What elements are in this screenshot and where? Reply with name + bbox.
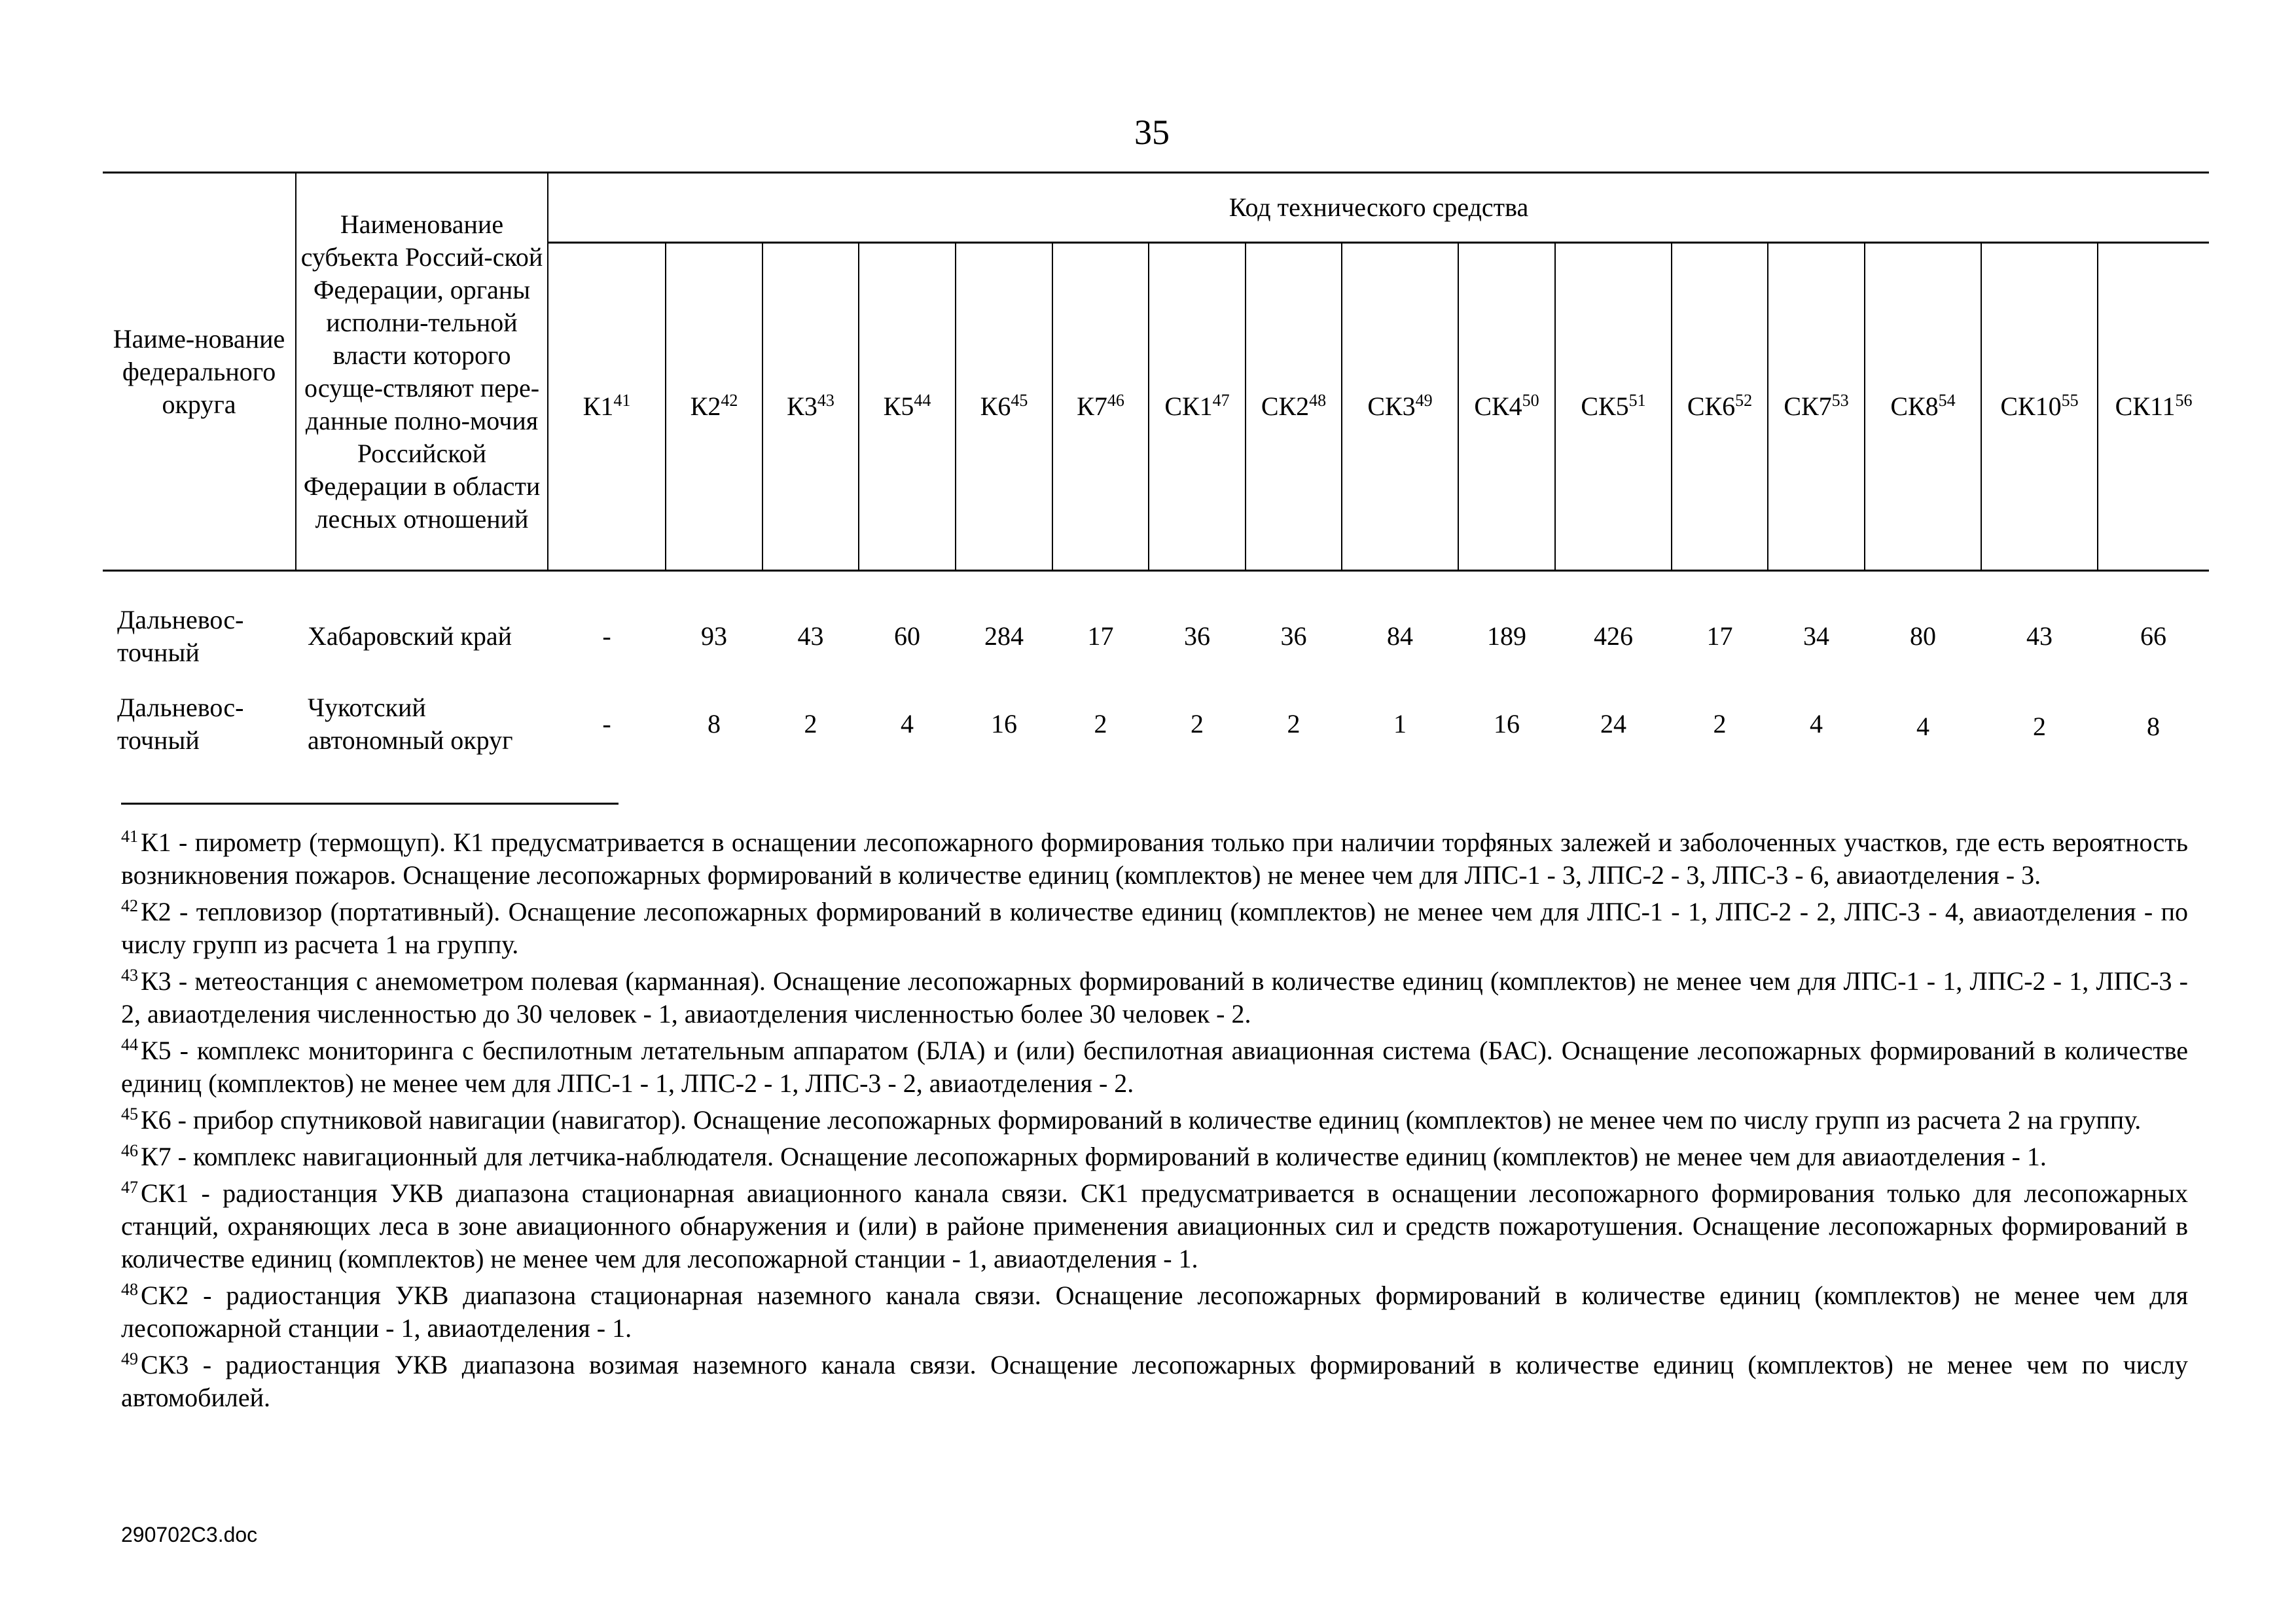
footnote-number: 45	[121, 1104, 138, 1123]
document-filename: 290702С3.doc	[121, 1523, 258, 1546]
equipment-code-group-header: Код технического средства	[548, 173, 2209, 243]
footnote-ref: 54	[1938, 391, 1956, 410]
footnote-ref: 50	[1522, 391, 1539, 410]
equipment-code-table	[103, 172, 2209, 765]
footnote-ref: 55	[2061, 391, 2079, 410]
code-header: $СК6^{52}$	[1672, 243, 1768, 571]
district-cell: Дальневос-точный	[117, 605, 244, 667]
subject-cell: Чукотский автономный округ	[308, 693, 513, 755]
value-cell: 2	[1094, 709, 1107, 739]
footnote: $^{47}$ СК1 - радиостанция УКВ диапазона стационарная авиационного канала связи. СК1 предусматривается в оснащении лесопожарного формирования только для лесопожарных станций, охраняющих леса в зоне авиационного обнаружения и (или) в районе применения авиационных сил и средств пожаротушения. Оснащение лесопожарных формирований в количестве единиц (комплектов) не менее чем для лесопожарной станции - 1, авиаотделения - 1.	[121, 1178, 2188, 1273]
value-cell: 16	[1494, 709, 1520, 739]
footnote-separator	[121, 803, 619, 805]
table-row	[103, 675, 2209, 765]
value-cell: 36	[1280, 621, 1307, 651]
value-cell: 8	[708, 709, 721, 739]
value-cell: 17	[1087, 621, 1114, 651]
code-header: $СК5^{51}$	[1555, 243, 1672, 571]
value-cell: 4	[1810, 709, 1823, 739]
footnote-ref: 42	[721, 391, 738, 410]
value-cell: 43	[797, 621, 824, 651]
code-header: $К5^{44}$	[859, 243, 956, 571]
code-header: $К2^{42}$	[666, 243, 762, 571]
subject-column-header: Наименование субъекта Россий-ской Федерации, органы исполни-тельной власти которого осуще-ствляют пере-данные полно-мочия Российской Федерации в области лесных отношений	[296, 173, 548, 571]
value-cell: 24	[1600, 709, 1626, 739]
code-header: $СК8^{54}$	[1865, 243, 1981, 571]
code-header: $СК2^{48}$	[1246, 243, 1342, 571]
value-cell: 189	[1487, 621, 1526, 651]
code-header: $СК3^{49}$	[1342, 243, 1458, 571]
footnote: $^{49}$ СК3 - радиостанция УКВ диапазона возимая наземного канала связи. Оснащение лесопожарных формирований в количестве единиц (комплектов) не менее чем по числу автомобилей.	[121, 1349, 2188, 1412]
footnote-number: 47	[121, 1178, 138, 1197]
value-cell: 17	[1706, 621, 1733, 651]
code-header: $СК7^{53}$	[1768, 243, 1865, 571]
value-cell: 426	[1594, 621, 1633, 651]
value-cell: 2	[1287, 709, 1300, 739]
table-row	[103, 571, 2209, 676]
code-header: $СК11^{56}$	[2098, 243, 2209, 571]
code-header: $СК10^{55}$	[1981, 243, 2098, 571]
district-cell: Дальневос-точный	[117, 693, 244, 755]
footnote-ref: 53	[1831, 391, 1849, 410]
footnote-ref: 46	[1107, 391, 1124, 410]
value-cell: 66	[2140, 621, 2167, 651]
value-cell: -	[602, 621, 611, 651]
footnote-ref: 47	[1212, 391, 1230, 410]
value-cell: 2	[2033, 712, 2046, 741]
value-cell: 1	[1393, 709, 1407, 739]
footnote-number: 43	[121, 966, 138, 985]
footnote: $^{43}$ К3 - метеостанция с анемометром полевая (карманная). Оснащение лесопожарных формирований в количестве единиц (комплектов) не менее чем для ЛПС-1 - 1, ЛПС-2 - 1, ЛПС-3 - 2, авиаотделения численностью до 30 человек - 1, авиаотделения численностью более 30 человек - 2.	[121, 966, 2188, 1029]
footnote-ref: 48	[1309, 391, 1327, 410]
code-header: $К3^{43}$	[762, 243, 859, 571]
code-header: $СК4^{50}$	[1458, 243, 1555, 571]
footnote: $^{46}$ К7 - комплекс навигационный для летчика-наблюдателя. Оснащение лесопожарных формирований в количестве единиц (комплектов) не менее чем для авиаотделения - 1.	[121, 1141, 2047, 1171]
value-cell: -	[602, 709, 611, 739]
value-cell: 34	[1803, 621, 1829, 651]
code-header: $К1^{41}$	[548, 243, 666, 571]
value-cell: 2	[804, 709, 817, 739]
footnote-ref: 44	[914, 391, 931, 410]
footnote-number: 44	[121, 1035, 138, 1054]
subject-cell: Хабаровский край	[308, 621, 512, 651]
value-cell: 4	[1916, 712, 1929, 741]
value-cell: 93	[701, 621, 727, 651]
footnote-ref: 56	[2175, 391, 2193, 410]
footnote-number: 42	[121, 896, 138, 915]
code-header: $К6^{45}$	[956, 243, 1052, 571]
footnote-number: 46	[121, 1141, 138, 1160]
footnote-ref: 41	[613, 391, 631, 410]
page-number: 35	[1134, 113, 1170, 152]
footnote-ref: 51	[1628, 391, 1646, 410]
value-cell: 80	[1910, 621, 1936, 651]
footnote: $^{44}$ К5 - комплекс мониторинга с беспилотным летательным аппаратом (БЛА) и (или) беспилотная авиационная система (БАС). Оснащение лесопожарных формирований в количестве единиц (комплектов) не менее чем для ЛПС-1 - 1, ЛПС-2 - 1, ЛПС-3 - 2, авиаотделения - 2.	[121, 1035, 2188, 1098]
footnote-ref: 43	[817, 391, 834, 410]
footnote: $^{45}$ К6 - прибор спутниковой навигации (навигатор). Оснащение лесопожарных формирований в количестве единиц (комплектов) не менее чем по числу групп из расчета 2 на группу.	[121, 1104, 2142, 1135]
code-header: $К7^{46}$	[1052, 243, 1149, 571]
value-cell: 36	[1184, 621, 1210, 651]
value-cell: 16	[991, 709, 1017, 739]
value-cell: 8	[2147, 712, 2161, 741]
footnotes	[121, 826, 2188, 1418]
value-cell: 2	[1713, 709, 1727, 739]
footnote: $^{41}$ К1 - пирометр (термощуп). К1 предусматривается в оснащении лесопожарного формирования только при наличии торфяных залежей и заболоченных участков, где есть вероятность возникновения пожаров. Оснащение лесопожарных формирований в количестве единиц (комплектов) не менее чем для ЛПС-1 - 3, ЛПС-2 - 3, ЛПС-3 - 6, авиаотделения - 3.	[121, 827, 2188, 890]
footnote-ref: 45	[1011, 391, 1028, 410]
footnote-ref: 49	[1415, 391, 1433, 410]
value-cell: 2	[1191, 709, 1204, 739]
code-header: $СК1^{47}$	[1149, 243, 1246, 571]
footnote: $^{42}$ К2 - тепловизор (портативный). Оснащение лесопожарных формирований в количестве единиц (комплектов) не менее чем для ЛПС-1 - 1, ЛПС-2 - 2, ЛПС-3 - 4, авиаотделения - по числу групп из расчета 1 на группу.	[121, 896, 2188, 959]
value-cell: 4	[901, 709, 914, 739]
footnote-number: 41	[121, 827, 138, 846]
footnote: $^{48}$ СК2 - радиостанция УКВ диапазона стационарная наземного канала связи. Оснащение лесопожарных формирований в количестве единиц (комплектов) не менее чем для лесопожарной станции - 1, авиаотделения - 1.	[121, 1280, 2188, 1343]
value-cell: 43	[2026, 621, 2053, 651]
footnote-number: 49	[121, 1349, 138, 1368]
footnote-number: 48	[121, 1280, 138, 1299]
value-cell: 60	[894, 621, 920, 651]
district-column-header: Наиме-нование федерального округа	[103, 173, 296, 571]
value-cell: 284	[984, 621, 1024, 651]
footnote-ref: 52	[1735, 391, 1753, 410]
value-cell: 84	[1387, 621, 1413, 651]
